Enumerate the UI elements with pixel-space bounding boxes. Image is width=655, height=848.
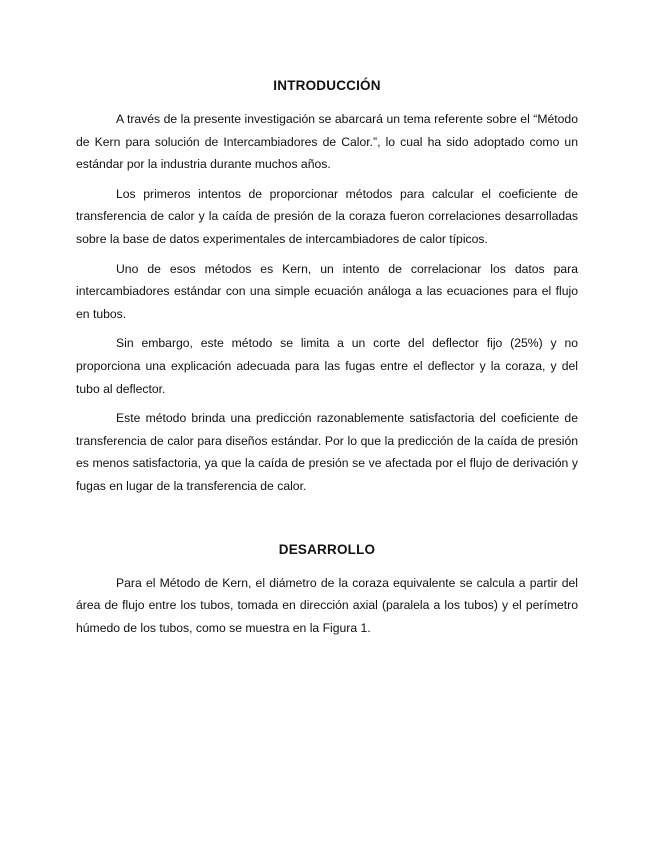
desarrollo-paragraph-1: Para el Método de Kern, el diámetro de la coraza equivalente se calcula a partir del área de flujo entre los tubos, tomada en dirección axial (paralela a los tubos) y el perímetro húmedo de los tubos, como se muestra en la Figura 1. <box>76 575 578 635</box>
intro-paragraph-2: Los primeros intentos de proporcionar métodos para calcular el coeficiente de transferencia de calor y la caída de presión de la coraza fueron correlaciones desarrolladas sobre la base de datos experimentales de intercambiadores de calor típicos. <box>76 186 578 246</box>
intro-paragraph-4: Sin embargo, este método se limita a un corte del deflector fijo (25%) y no proporciona una explicación adecuada para las fugas entre el deflector y la coraza, y del tubo al deflector. <box>76 336 578 396</box>
desarrollo-heading: DESARROLLO <box>278 541 376 557</box>
intro-paragraph-3: Uno de esos métodos es Kern, un intento de correlacionar los datos para intercambiadores estándar con una simple ecuación análoga a las ecuaciones para el flujo en tubos. <box>76 261 578 321</box>
intro-paragraph-1: A través de la presente investigación se abarcará un tema referente sobre el “Método de Kern para solución de Intercambiadores de Calor.”, lo cual ha sido adoptado como un estándar por la industria durante muchos años. <box>76 112 578 172</box>
intro-paragraph-5: Este método brinda una predicción razonablemente satisfactoria del coeficiente de transferencia de calor para diseños estándar. Por lo que la predicción de la caída de presión es menos satisfactoria, ya que la caída de presión se ve afectada por el flujo de derivación y fugas en lugar de la transferencia de calor. <box>76 411 578 493</box>
document-page <box>76 0 578 646</box>
introduccion-heading: INTRODUCCIÓN <box>273 78 381 93</box>
